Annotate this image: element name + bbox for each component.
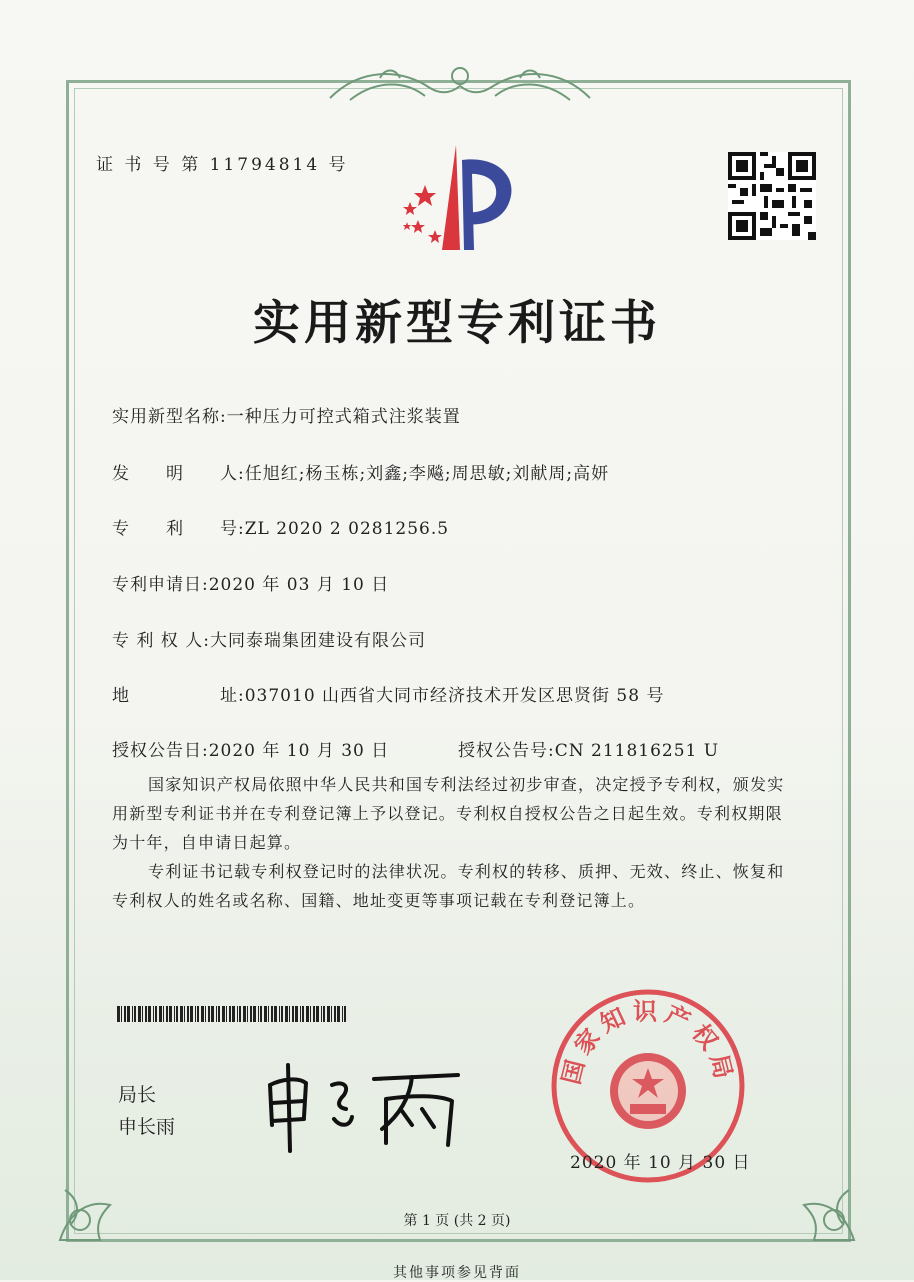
qr-code-icon: [728, 152, 816, 240]
field-label: 授权公告号:: [458, 741, 555, 761]
director-name: 申长雨: [118, 1116, 176, 1138]
field-label: 发 明 人:: [112, 464, 245, 484]
patent-office-logo-icon: [390, 140, 530, 250]
field-value: 一种压力可控式箱式注浆装置: [226, 407, 461, 427]
field-patentee: [112, 626, 426, 651]
top-ornament-icon: [320, 58, 600, 108]
field-value: 任旭红;杨玉栋;刘鑫;李飚;周思敏;刘献周;高妍: [244, 464, 610, 484]
field-value: 2020 年 10 月 30 日: [208, 741, 390, 761]
paragraph-legal-status: 专利证书记载专利权登记时的法律状况。专利权的转移、质押、无效、终止、恢复和专利权人的姓名或名称、国籍、地址变更等事项记载在专利登记簿上。: [112, 862, 785, 910]
field-address: [112, 681, 664, 706]
corner-ornament-icon: [50, 1160, 140, 1250]
director-title: 局长: [118, 1084, 157, 1106]
seal-date: 2020 年 10 月 30 日: [570, 1153, 751, 1173]
barcode-icon: [117, 1006, 349, 1022]
field-label: 专 利 权 人:: [112, 631, 210, 651]
field-label: 地 址:: [112, 686, 245, 706]
field-name: [112, 402, 461, 427]
field-grant-date: [112, 736, 389, 761]
field-value: 037010 山西省大同市经济技术开发区思贤街 58 号: [244, 686, 665, 706]
certificate-title: 实用新型专利证书: [253, 296, 661, 351]
director-signature: [262, 1055, 472, 1155]
corner-ornament-icon: [774, 1160, 864, 1250]
field-label: 专 利 号:: [112, 519, 245, 539]
certificate-number: 证 书 号 第 11794814 号: [96, 155, 349, 175]
seal-text: 国家知识产权局: [557, 997, 739, 1088]
field-value: 大同泰瑞集团建设有限公司: [209, 631, 426, 651]
field-filing-date: [112, 570, 389, 595]
field-value: CN 211816251 U: [554, 741, 720, 761]
field-value: 2020 年 03 月 10 日: [208, 575, 390, 595]
paragraph-grant-statement: 国家知识产权局依照中华人民共和国专利法经过初步审查，决定授予专利权，颁发实用新型专利证书并在专利登记簿上予以登记。专利权自授权公告之日起生效。专利权期限为十年，自申请日起算。: [112, 775, 785, 852]
field-value: ZL 2020 2 0281256.5: [244, 519, 450, 539]
field-inventors: [112, 459, 609, 484]
field-label: 授权公告日:: [112, 741, 209, 761]
page-number: 第 1 页 (共 2 页): [403, 1213, 511, 1229]
field-grant-no: [458, 736, 719, 761]
field-patent-no: [112, 514, 449, 539]
field-label: 实用新型名称:: [112, 407, 227, 427]
field-label: 专利申请日:: [112, 575, 209, 595]
back-note: 其他事项参见背面: [393, 1265, 521, 1281]
